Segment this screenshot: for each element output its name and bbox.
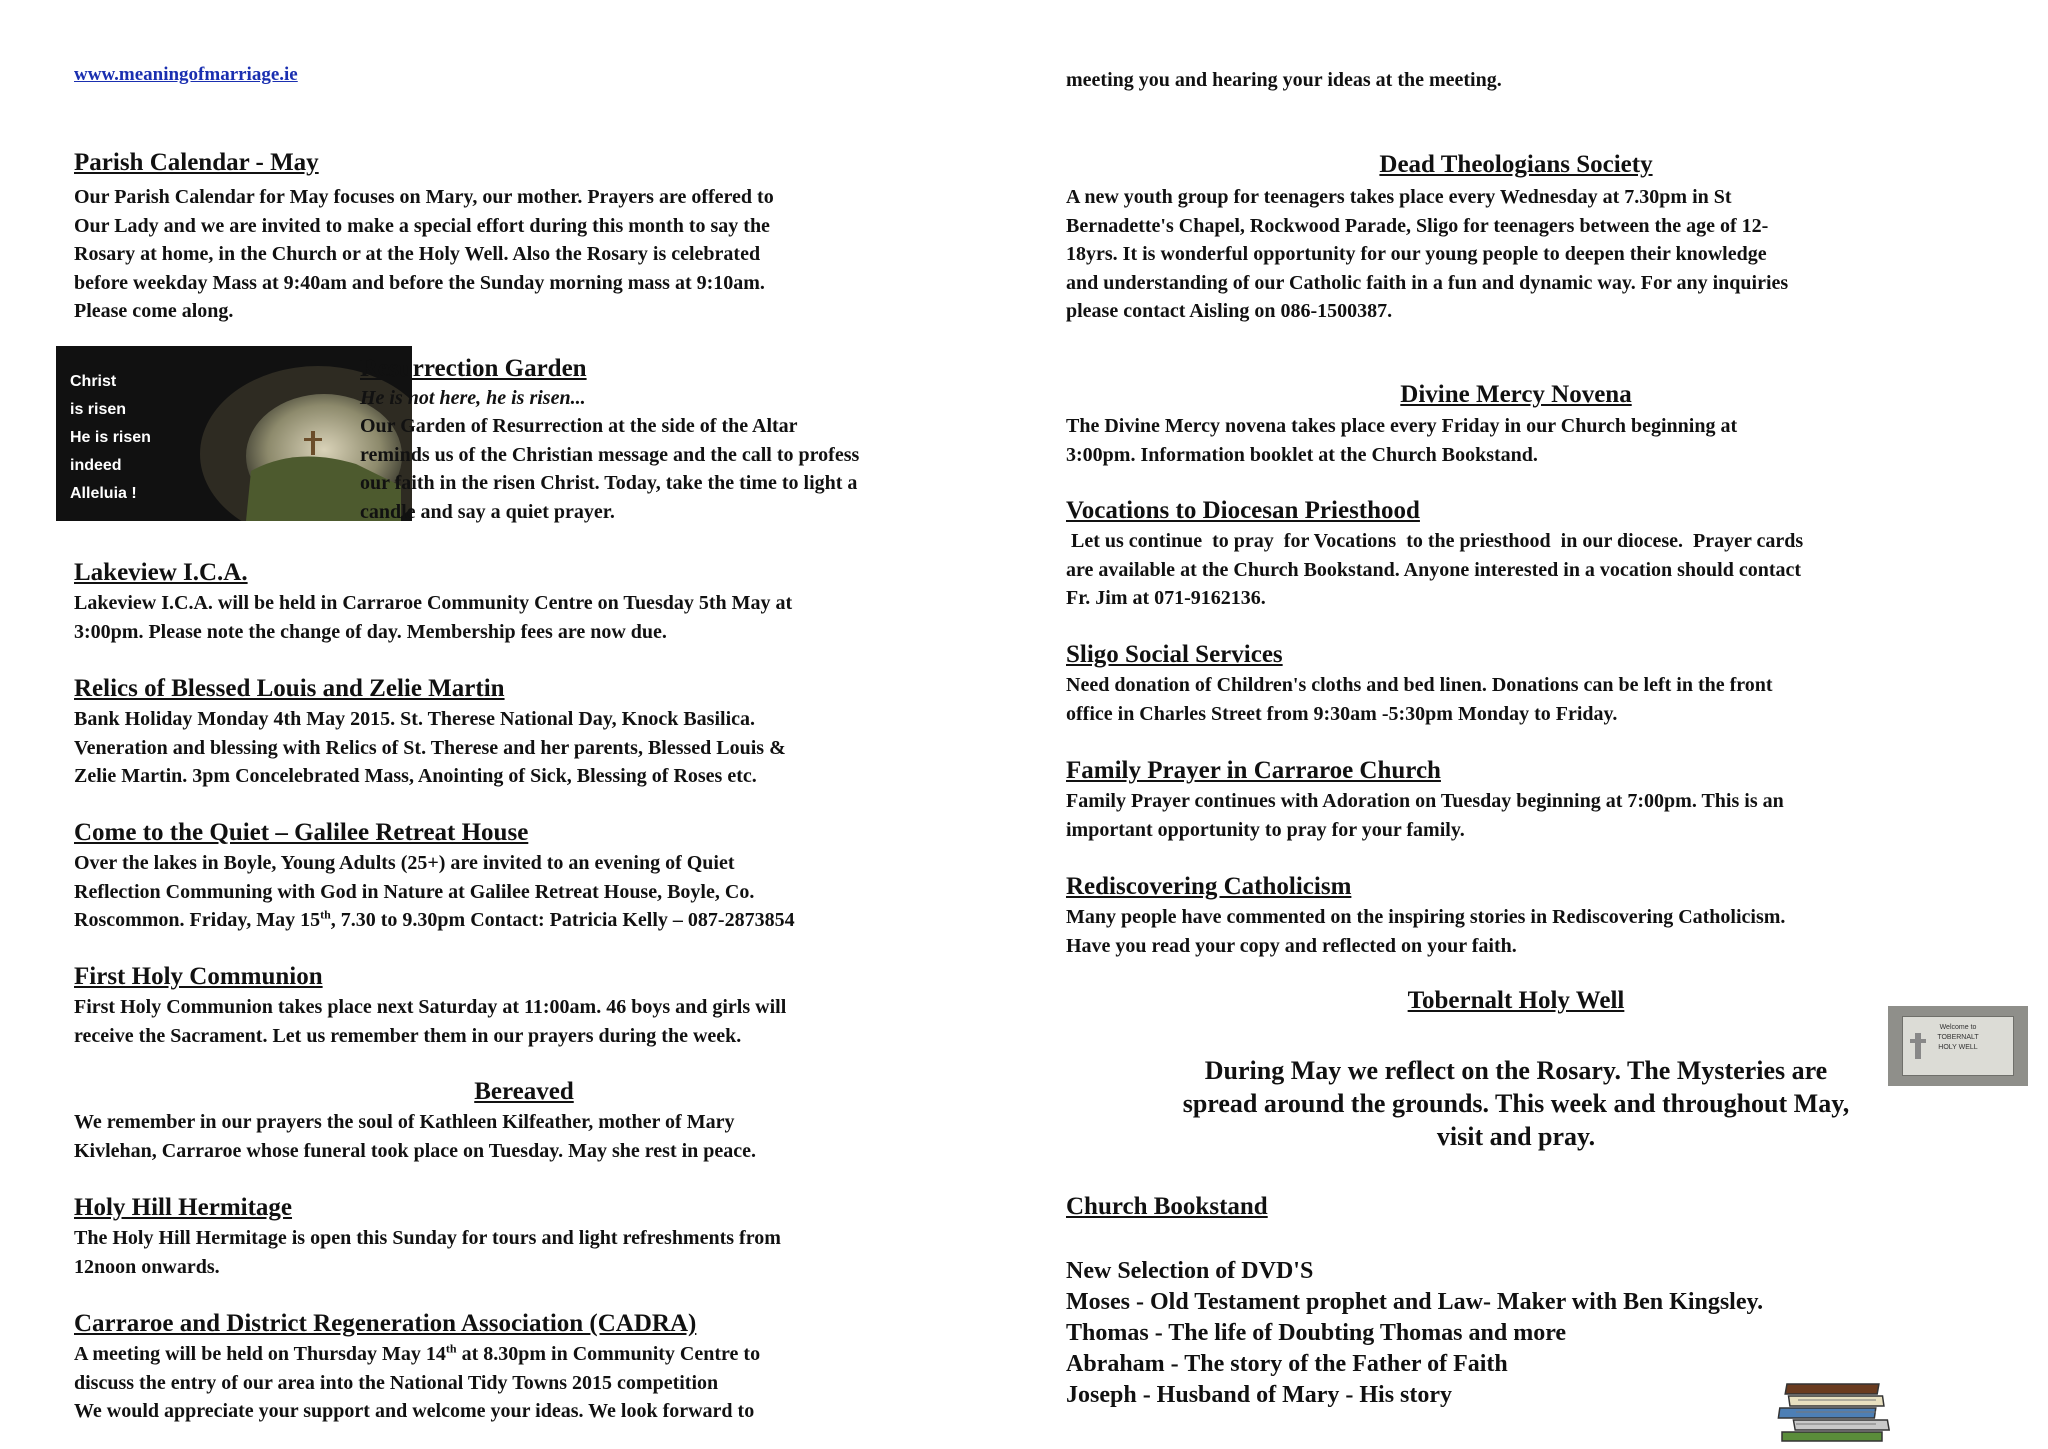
dead-theologians-heading: Dead Theologians Society bbox=[1379, 151, 1653, 178]
text-line: Many people have commented on the inspiring stories in Rediscovering Catholicism. bbox=[1066, 906, 1786, 928]
text-line: We remember in our prayers the soul of Kathleen Kilfeather, mother of Mary bbox=[74, 1111, 735, 1133]
text-line: receive the Sacrament. Let us remember them in our prayers during the week. bbox=[74, 1024, 742, 1047]
caption-line: Christ bbox=[70, 373, 117, 390]
resurrection-image bbox=[56, 346, 412, 521]
bookstand-heading: Church Bookstand bbox=[1066, 1193, 1268, 1220]
text-line: Zelie Martin. 3pm Concelebrated Mass, Anointing of Sick, Blessing of Roses etc. bbox=[74, 765, 757, 787]
bookstand-list bbox=[1066, 1256, 1763, 1411]
hermitage-heading: Holy Hill Hermitage bbox=[74, 1194, 293, 1221]
family-prayer-heading: Family Prayer in Carraroe Church bbox=[1066, 757, 1441, 784]
text-line: spread around the grounds. This week and throughout May, bbox=[1182, 1089, 1850, 1118]
bereaved-heading: Bereaved bbox=[474, 1078, 574, 1105]
text-line: Lakeview I.C.A. will be held in Carraroe Community Centre on Tuesday 5th May at bbox=[74, 592, 793, 614]
text-line: and understanding of our Catholic faith in a fun and dynamic way. For any inquiries bbox=[1066, 271, 1789, 294]
vocations-heading: Vocations to Diocesan Priesthood bbox=[1066, 497, 1420, 524]
text-line: Fr. Jim at 071-9162136. bbox=[1066, 587, 1266, 609]
list-item: Thomas - The life of Doubting Thomas and more bbox=[1066, 1320, 1567, 1346]
parish-calendar-heading: Parish Calendar - May bbox=[74, 149, 319, 176]
parish-calendar-text bbox=[74, 183, 774, 326]
resurrection-subtitle: He is not here, he is risen... bbox=[360, 387, 586, 409]
text-line: Have you read your copy and reflected on your faith. bbox=[1066, 934, 1517, 957]
holy-well-text bbox=[1066, 1054, 1966, 1153]
text-line: candle and say a quiet prayer. bbox=[360, 500, 615, 523]
cadra-text bbox=[74, 1340, 760, 1426]
dead-theologians-text bbox=[1066, 183, 1788, 326]
ordinal-suffix: th bbox=[445, 1341, 457, 1356]
caption-line: He is risen bbox=[70, 429, 151, 446]
resurrection-text bbox=[360, 412, 859, 526]
holy-well-sign-image bbox=[1888, 1006, 2028, 1086]
list-item: Moses - Old Testament prophet and Law- Maker with Ben Kingsley. bbox=[1066, 1289, 1764, 1315]
sign-line: Welcome to bbox=[1939, 1024, 1977, 1031]
text-line: please contact Aisling on 086-1500387. bbox=[1066, 300, 1393, 322]
divine-mercy-text bbox=[1066, 412, 1737, 469]
text-line: 3:00pm. Please note the change of day. Membership fees are now due. bbox=[74, 620, 667, 643]
relics-text bbox=[74, 705, 786, 791]
list-item: Joseph - Husband of Mary - His story bbox=[1066, 1382, 1453, 1408]
cadra-heading: Carraroe and District Regeneration Association (CADRA) bbox=[74, 1310, 697, 1337]
text-line: 3:00pm. Information booklet at the Church Bookstand. bbox=[1066, 443, 1538, 466]
divine-mercy-heading: Divine Mercy Novena bbox=[1400, 381, 1632, 408]
text-line: We would appreciate your support and welcome your ideas. We look forward to bbox=[74, 1400, 755, 1422]
text-line: Over the lakes in Boyle, Young Adults (25+) are invited to an evening of Quiet bbox=[74, 852, 735, 874]
text-line: Family Prayer continues with Adoration on Tuesday beginning at 7:00pm. This is an bbox=[1066, 790, 1784, 812]
ordinal-suffix: th bbox=[320, 907, 331, 922]
sign-line: HOLY WELL bbox=[1938, 1044, 1978, 1051]
text-line: Rosary at home, in the Church or at the Holy Well. Also the Rosary is celebrated bbox=[74, 243, 761, 265]
text-fragment: at 8.30pm in Community Centre to bbox=[456, 1343, 761, 1365]
text-fragment: , 7.30 to 9.30pm Contact: Patricia Kelly – 087-2873854 bbox=[330, 909, 795, 931]
continuation-text: meeting you and hearing your ideas at the meeting. bbox=[1066, 69, 1502, 91]
text-line: Bernadette's Chapel, Rockwood Parade, Sligo for teenagers between the age of 12- bbox=[1066, 214, 1769, 237]
list-item: Abraham - The story of the Father of Faith bbox=[1066, 1351, 1508, 1377]
rediscovering-text bbox=[1066, 903, 1785, 960]
text-line: before weekday Mass at 9:40am and before the Sunday morning mass at 9:10am. bbox=[74, 271, 765, 294]
text-line: Our Lady and we are invited to make a special effort during this month to say the bbox=[74, 214, 770, 237]
list-item: New Selection of DVD'S bbox=[1066, 1258, 1314, 1284]
text-line: 18yrs. It is wonderful opportunity for our young people to deepen their knowledge bbox=[1066, 243, 1767, 265]
text-fragment: A meeting will be held on Thursday May 14 bbox=[74, 1343, 446, 1365]
social-services-heading: Sligo Social Services bbox=[1066, 641, 1283, 668]
text-line: The Divine Mercy novena takes place every Friday in our Church beginning at bbox=[1066, 415, 1738, 437]
communion-text bbox=[74, 993, 786, 1050]
ica-text bbox=[74, 589, 792, 646]
caption-line: indeed bbox=[70, 457, 122, 474]
text-line: Our Parish Calendar for May focuses on Mary, our mother. Prayers are offered to bbox=[74, 186, 774, 208]
text-line: Let us continue to pray for Vocations to the priesthood in our diocese. Prayer cards bbox=[1066, 530, 1804, 552]
text-line: important opportunity to pray for your family. bbox=[1066, 818, 1465, 841]
text-line: Need donation of Children's cloths and bed linen. Donations can be left in the front bbox=[1066, 674, 1773, 696]
text-line: visit and pray. bbox=[1436, 1122, 1596, 1151]
sign-plaque bbox=[1902, 1016, 2014, 1076]
books-icon bbox=[1776, 1378, 1896, 1444]
relics-heading: Relics of Blessed Louis and Zelie Martin bbox=[74, 675, 505, 702]
text-line: During May we reflect on the Rosary. The Mysteries are bbox=[1204, 1056, 1828, 1085]
text-line: office in Charles Street from 9:30am -5:30pm Monday to Friday. bbox=[1066, 702, 1618, 725]
website-link[interactable]: www.meaningofmarriage.ie bbox=[74, 64, 298, 85]
text-fragment: Roscommon. Friday, May 15 bbox=[74, 909, 321, 931]
bereaved-text bbox=[74, 1108, 756, 1165]
ica-heading: Lakeview I.C.A. bbox=[74, 559, 248, 586]
caption-line: is risen bbox=[70, 401, 127, 418]
text-line: are available at the Church Bookstand. Anyone interested in a vocation should contact bbox=[1066, 558, 1802, 581]
text-line: discuss the entry of our area into the National Tidy Towns 2015 competition bbox=[74, 1371, 719, 1394]
hermitage-text bbox=[74, 1224, 781, 1281]
sign-figure-icon bbox=[1909, 1031, 1927, 1061]
quiet-text bbox=[74, 849, 795, 935]
resurrection-heading: Resurrection Garden bbox=[360, 355, 587, 382]
rediscovering-heading: Rediscovering Catholicism bbox=[1066, 873, 1352, 900]
text-line: First Holy Communion takes place next Saturday at 11:00am. 46 boys and girls will bbox=[74, 996, 787, 1018]
caption-line: Alleluia ! bbox=[70, 485, 137, 502]
text-line: Veneration and blessing with Relics of St. Therese and her parents, Blessed Louis & bbox=[74, 736, 786, 759]
text-line bbox=[74, 1340, 760, 1369]
family-prayer-text bbox=[1066, 787, 1784, 844]
social-services-text bbox=[1066, 671, 1773, 728]
text-line: Our Garden of Resurrection at the side of the Altar bbox=[360, 415, 798, 437]
text-line: A new youth group for teenagers takes place every Wednesday at 7.30pm in St bbox=[1066, 186, 1732, 208]
text-line bbox=[74, 906, 795, 935]
text-line: Reflection Communing with God in Nature at Galilee Retreat House, Boyle, Co. bbox=[74, 880, 755, 903]
quiet-heading: Come to the Quiet – Galilee Retreat House bbox=[74, 819, 529, 846]
holy-well-heading: Tobernalt Holy Well bbox=[1407, 987, 1625, 1014]
text-line: Bank Holiday Monday 4th May 2015. St. Therese National Day, Knock Basilica. bbox=[74, 708, 756, 730]
text-line: our faith in the risen Christ. Today, take the time to light a bbox=[360, 472, 858, 494]
text-line: 12noon onwards. bbox=[74, 1255, 220, 1278]
text-line: reminds us of the Christian message and the call to profess bbox=[360, 443, 860, 466]
sign-line: TOBERNALT bbox=[1937, 1034, 1979, 1041]
communion-heading: First Holy Communion bbox=[74, 963, 323, 990]
text-line: Please come along. bbox=[74, 300, 234, 322]
vocations-text bbox=[1066, 527, 1803, 613]
text-line: The Holy Hill Hermitage is open this Sunday for tours and light refreshments from bbox=[74, 1227, 781, 1249]
text-line: Kivlehan, Carraroe whose funeral took place on Tuesday. May she rest in peace. bbox=[74, 1139, 757, 1162]
image-caption bbox=[70, 368, 151, 508]
